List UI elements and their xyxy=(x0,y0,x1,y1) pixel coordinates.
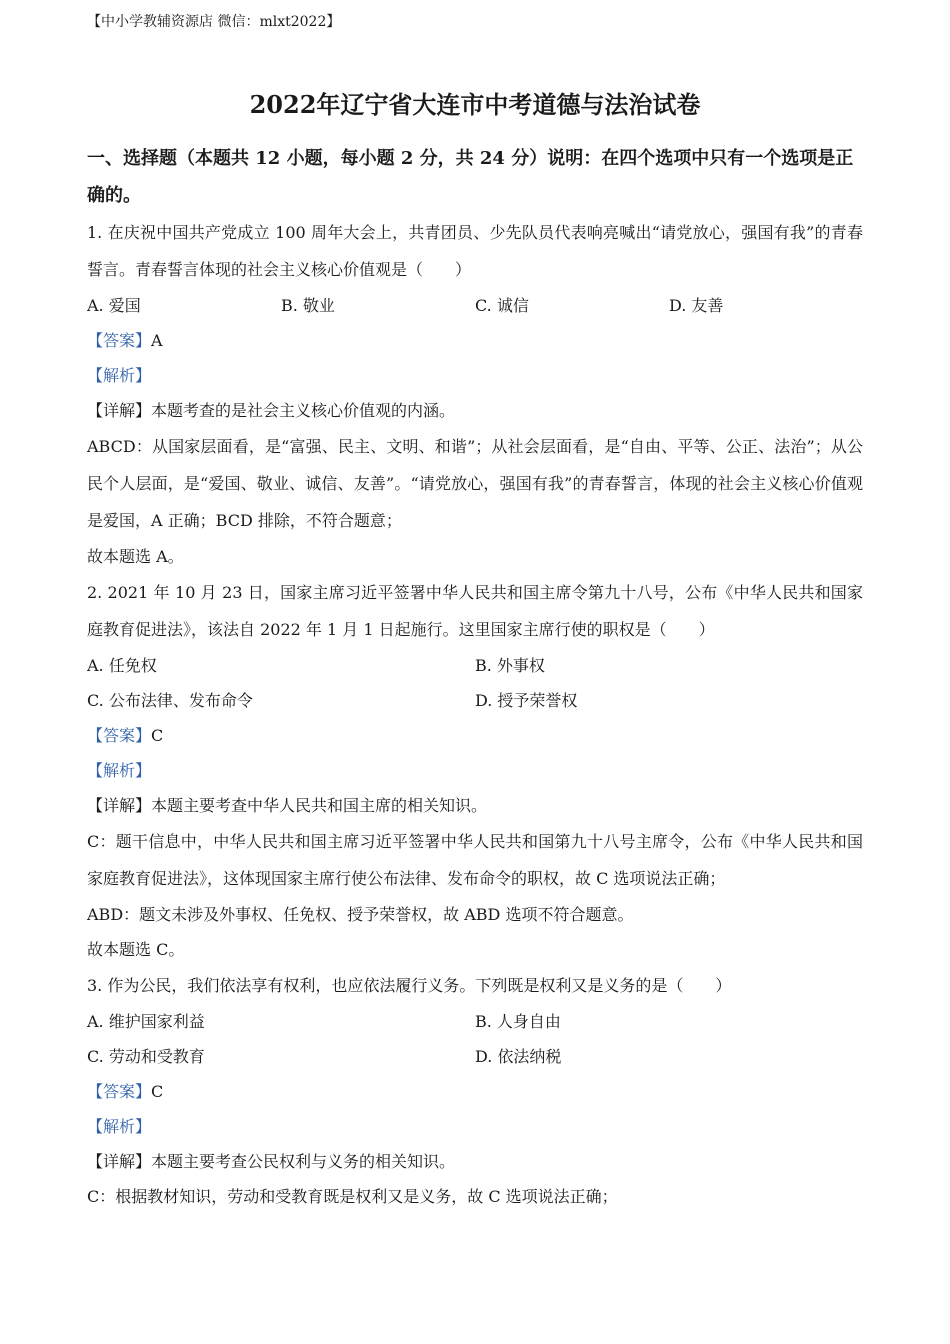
analysis-line xyxy=(87,358,863,393)
option-b: B. 外事权 xyxy=(475,656,545,675)
option-d: D. 依法纳税 xyxy=(475,1047,562,1066)
analysis-label: 【解析】 xyxy=(87,366,152,385)
question-2 xyxy=(87,574,863,967)
section-heading: 一、选择题（本题共 12 小题，每小题 2 分，共 24 分）说明：在四个选项中只有一个选项是正确的。 xyxy=(87,148,854,206)
detail-line xyxy=(87,1144,863,1179)
answer-value: A xyxy=(151,331,163,350)
question-stem: 2. 2021 年 10 月 23 日，国家主席习近平签署中华人民共和国主席令第九十八号，公布《中华人民共和国家庭教育促进法》，该法自 2022 年 1 月 1 日起施行。这里国家主席行使的职权是（ ） xyxy=(87,583,863,639)
option-b: B. 人身自由 xyxy=(475,1012,561,1031)
answer-line xyxy=(87,718,863,753)
detail-line xyxy=(87,393,863,428)
detail-label: 【详解】 xyxy=(87,796,152,815)
option-row xyxy=(87,1039,863,1074)
option-row xyxy=(87,288,863,323)
option-row xyxy=(87,648,863,683)
answer-value: C xyxy=(151,1082,164,1101)
analysis-label: 【解析】 xyxy=(87,1117,152,1136)
detail-text: 本题主要考查中华人民共和国主席的相关知识。 xyxy=(151,796,488,815)
question-1 xyxy=(87,214,863,574)
analysis-line xyxy=(87,753,863,788)
answer-line xyxy=(87,1074,863,1109)
document-body xyxy=(87,140,863,1214)
option-a: A. 维护国家利益 xyxy=(87,1012,205,1031)
detail-label: 【详解】 xyxy=(87,401,152,420)
explanation-text: C：根据教材知识，劳动和受教育既是权利又是义务，故 C 选项说法正确； xyxy=(87,1187,618,1206)
page-title: 2022年辽宁省大连市中考道德与法治试卷 xyxy=(249,90,701,119)
detail-label: 【详解】 xyxy=(87,1152,152,1171)
explanation-conclusion: 故本题选 A。 xyxy=(87,547,184,566)
explanation-conclusion: 故本题选 C。 xyxy=(87,940,185,959)
option-row xyxy=(87,1004,863,1039)
answer-label: 【答案】 xyxy=(87,1082,152,1101)
explanation-text: ABCD：从国家层面看，是“富强、民主、文明、和谐”；从社会层面看，是“自由、平等、公正、法治”；从公民个人层面，是“爱国、敬业、诚信、友善”。“请党放心，强国有我”的青春誓言，体现的社会主义核心价值观是爱国，A 正确；BCD 排除，不符合题意； xyxy=(87,437,863,530)
option-a: A. 爱国 xyxy=(87,296,141,315)
header-note: 【中小学教辅资源店 微信：mlxt2022】 xyxy=(87,14,341,30)
question-stem: 3. 作为公民，我们依法享有权利，也应依法履行义务。下列既是权利又是义务的是（ ） xyxy=(87,976,732,995)
answer-value: C xyxy=(151,726,164,745)
answer-label: 【答案】 xyxy=(87,726,152,745)
question-stem: 1. 在庆祝中国共产党成立 100 周年大会上，共青团员、少先队员代表响亮喊出“请党放心，强国有我”的青春誓言。青春誓言体现的社会主义核心价值观是（ ） xyxy=(87,223,863,279)
option-d: D. 友善 xyxy=(669,296,724,315)
analysis-line xyxy=(87,1109,863,1144)
answer-line xyxy=(87,323,863,358)
analysis-label: 【解析】 xyxy=(87,761,152,780)
detail-text: 本题主要考查公民权利与义务的相关知识。 xyxy=(151,1152,456,1171)
option-row xyxy=(87,683,863,718)
option-d: D. 授予荣誉权 xyxy=(475,691,578,710)
explanation-text: ABD：题文未涉及外事权、任免权、授予荣誉权，故 ABD 选项不符合题意。 xyxy=(87,905,634,924)
question-3 xyxy=(87,967,863,1214)
option-c: C. 诚信 xyxy=(475,296,529,315)
answer-label: 【答案】 xyxy=(87,331,152,350)
option-c: C. 公布法律、发布命令 xyxy=(87,691,253,710)
option-a: A. 任免权 xyxy=(87,656,157,675)
detail-line xyxy=(87,788,863,823)
detail-text: 本题考查的是社会主义核心价值观的内涵。 xyxy=(151,401,456,420)
explanation-text: C：题干信息中，中华人民共和国主席习近平签署中华人民共和国第九十八号主席令，公布《中华人民共和国家庭教育促进法》，这体现国家主席行使公布法律、发布命令的职权，故 C 选项说法正确； xyxy=(87,832,863,888)
option-b: B. 敬业 xyxy=(281,296,335,315)
option-c: C. 劳动和受教育 xyxy=(87,1047,205,1066)
